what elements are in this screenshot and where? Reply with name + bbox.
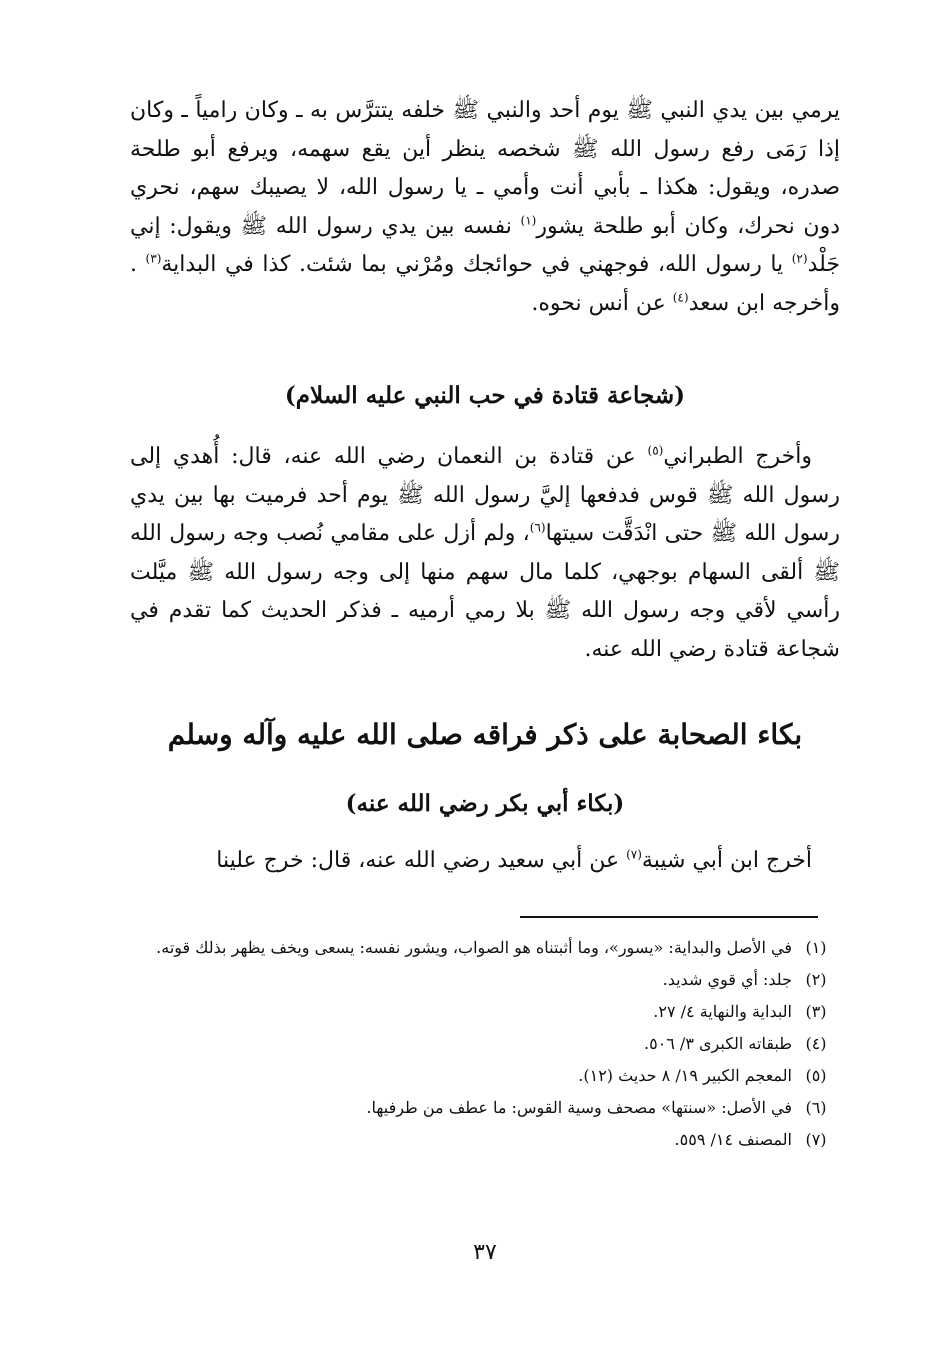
footnote-number: (٥) — [805, 1066, 827, 1085]
footnote-text: جلد: أي قوي شديد. — [662, 970, 792, 989]
footnote-item — [130, 1124, 840, 1156]
footnote-text: في الأصل: «سنتها» مصحف وسية القوس: ما عطف من طرفيها. — [366, 1098, 792, 1117]
footnote-ref-7[interactable]: (٧) — [626, 847, 642, 862]
footnote-number: (٤) — [805, 1034, 827, 1053]
footnote-text: طبقاته الكبرى ٣/ ٥٠٦. — [643, 1034, 792, 1053]
footnote-item — [130, 1092, 840, 1124]
footnote-ref-1[interactable]: (١) — [520, 213, 537, 228]
paragraph-abu-talha: يرمي بين يدي النبي ﷺ يوم أحد والنبي ﷺ خلفه يتترَّس به ـ وكان رامياً ـ وكان إذا رَمَى رفع رسول الله ﷺ شخصه ينظر أين يقع سهمه، ويرفع أبو طلحة صدره، ويقول: هكذا ـ بأبي أنت وأمي ـ يا رسول الله، لا يصيبك سهم، نحري دون نحرك، وكان أبو طلحة يشور$^{(١)}$ نفسه بين يدي رسول الله ﷺ ويقول: إني جَلْد$^{(٢)}$ يا رسول الله، فوجهني في حوائجك ومُرْني بما شئت. كذا في البداية$^{(٣)}$ . وأخرجه ابن سعد$^{(٤)}$ عن أنس نحوه. — [130, 98, 841, 316]
footnote-number: (٧) — [805, 1130, 827, 1149]
footnote-ref-4[interactable]: (٤) — [672, 290, 689, 305]
footnote-number: (١) — [805, 938, 827, 957]
footnote-number: (٦) — [805, 1098, 827, 1117]
section-heading-qatada: (شجاعة قتادة في حب النبي عليه السلام) — [284, 382, 686, 409]
chapter-heading: بكاء الصحابة على ذكر فراقه صلى الله عليه وآله وسلم — [167, 718, 803, 751]
footnote-item — [130, 1028, 840, 1060]
paragraph-abu-bakr: أخرج ابن أبي شيبة$^{(٧)}$ عن أبي سعيد رضي الله عنه، قال: خرج علينا — [216, 847, 812, 873]
footnote-item — [130, 1060, 840, 1092]
footnotes — [130, 932, 840, 1156]
page-number: ٣٧ — [473, 1240, 497, 1265]
footnote-separator — [520, 916, 818, 918]
footnote-number: (٣) — [805, 1002, 827, 1021]
footnote-item — [130, 996, 840, 1028]
footnote-number: (٢) — [805, 970, 827, 989]
footnote-ref-6[interactable]: (٦) — [529, 520, 546, 535]
footnote-ref-2[interactable]: (٢) — [791, 252, 808, 267]
footnote-text: المصنف ١٤/ ٥٥٩. — [674, 1130, 792, 1149]
footnote-text: البداية والنهاية ٤/ ٢٧. — [653, 1002, 792, 1021]
footnote-ref-3[interactable]: (٣) — [145, 252, 162, 267]
footnote-text: في الأصل والبداية: «يسور»، وما أثبتناه هو الصواب، ويشور نفسه: يسعى ويخف يظهر بذلك قوته. — [156, 938, 792, 957]
paragraph-qatada: وأخرج الطبراني$^{(٥)}$ عن قتادة بن النعمان رضي الله عنه، قال: أُهدي إلى رسول الله ﷺ قوس فدفعها إليَّ رسول الله ﷺ يوم أحد فرميت بها بين يدي رسول الله ﷺ حتى انْدَقَّت سيتها$^{(٦)}$، ولم أزل على مقامي نُصب وجه رسول الله ﷺ ألقى السهام بوجهي، كلما مال سهم منها إلى وجه رسول الله ﷺ ميَّلت رأسي لأقي وجه رسول الله ﷺ بلا رمي أرميه ـ فذكر الحديث كما تقدم في شجاعة قتادة رضي الله عنه. — [130, 443, 840, 662]
footnote-item — [130, 964, 840, 996]
footnote-item — [130, 932, 840, 964]
footnote-text: المعجم الكبير ١٩/ ٨ حديث (١٢). — [578, 1066, 792, 1085]
book-page — [130, 0, 840, 1361]
footnote-ref-5[interactable]: (٥) — [647, 443, 664, 458]
section-heading-abu-bakr: (بكاء أبي بكر رضي الله عنه) — [345, 790, 625, 817]
